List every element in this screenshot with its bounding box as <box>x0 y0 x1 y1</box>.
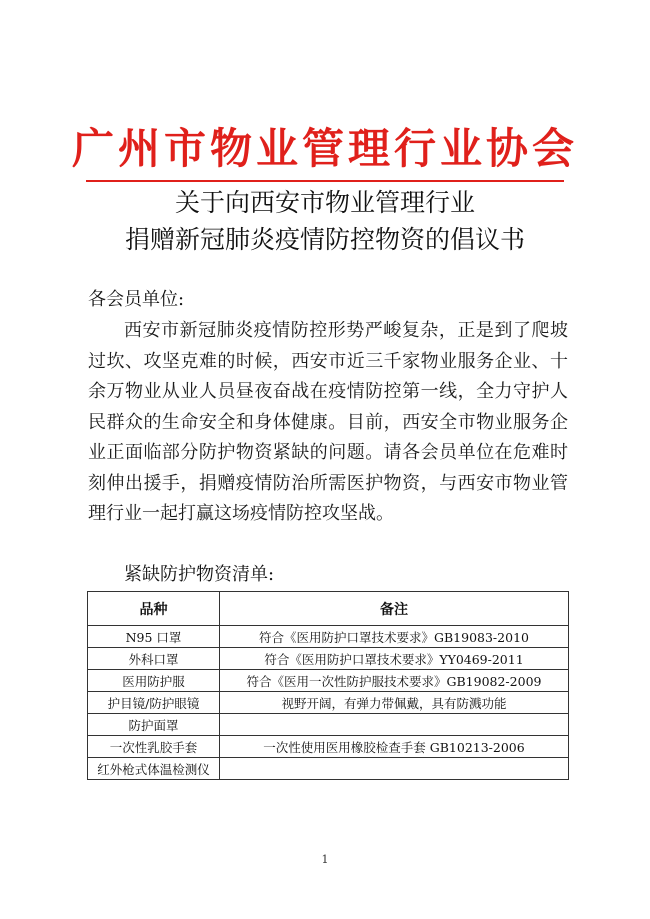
item-note-cell <box>220 758 569 780</box>
item-note-cell <box>220 714 569 736</box>
item-note-cell: 视野开阔，有弹力带佩戴，具有防溅功能 <box>220 692 569 714</box>
item-name-cell: N95 口罩 <box>88 626 220 648</box>
item-name-cell: 医用防护服 <box>88 670 220 692</box>
table-row <box>88 670 569 692</box>
document-title-line-1: 关于向西安市物业管理行业 <box>174 188 475 217</box>
column-header-notes: 备注 <box>220 592 569 626</box>
item-note-cell: 一次性使用医用橡胶检查手套 GB10213-2006 <box>220 736 569 758</box>
item-name-cell: 红外枪式体温检测仪 <box>88 758 220 780</box>
item-name-cell: 外科口罩 <box>88 648 220 670</box>
item-note-cell: 符合《医用一次性防护服技术要求》GB19082-2009 <box>220 670 569 692</box>
letterhead-org-name: 广州市物业管理行业协会 <box>71 124 578 173</box>
document-title-line-2: 捐赠新冠肺炎疫情防控物资的倡议书 <box>124 225 525 254</box>
letterhead-red-rule <box>86 180 564 182</box>
column-header-item: 品种 <box>88 592 220 626</box>
item-name-cell: 防护面罩 <box>88 714 220 736</box>
item-note-cell: 符合《医用防护口罩技术要求》GB19083-2010 <box>220 626 569 648</box>
item-name-cell: 护目镜/防护眼镜 <box>88 692 220 714</box>
page-number: 1 <box>321 853 329 866</box>
item-name-cell: 一次性乳胶手套 <box>88 736 220 758</box>
salutation: 各会员单位: <box>88 289 185 310</box>
body-paragraph-text: 西安市新冠肺炎疫情防控形势严峻复杂，正是到了爬坡过坎、攻坚克难的时候，西安市近三千家物业服务企业、十余万物业从业人员昼夜奋战在疫情防控第一线，全力守护人民群众的生命安全和身体健康。目前，西安全市物业服务企业正面临部分防护物资紧缺的问题。请各会员单位在危难时刻伸出援手，捐赠疫情防治所需医护物资，与西安市物业管理行业一起打赢这场疫情防控攻坚战。 <box>88 320 568 524</box>
supplies-table <box>87 591 569 780</box>
table-row <box>88 648 569 670</box>
body-paragraph <box>88 316 568 530</box>
table-row <box>88 626 569 648</box>
table-row <box>88 736 569 758</box>
table-row <box>88 692 569 714</box>
supplies-table-header-row <box>88 592 569 626</box>
table-row <box>88 714 569 736</box>
item-note-cell: 符合《医用防护口罩技术要求》YY0469-2011 <box>220 648 569 670</box>
table-row <box>88 758 569 780</box>
supplies-list-heading: 紧缺防护物资清单: <box>124 564 275 585</box>
